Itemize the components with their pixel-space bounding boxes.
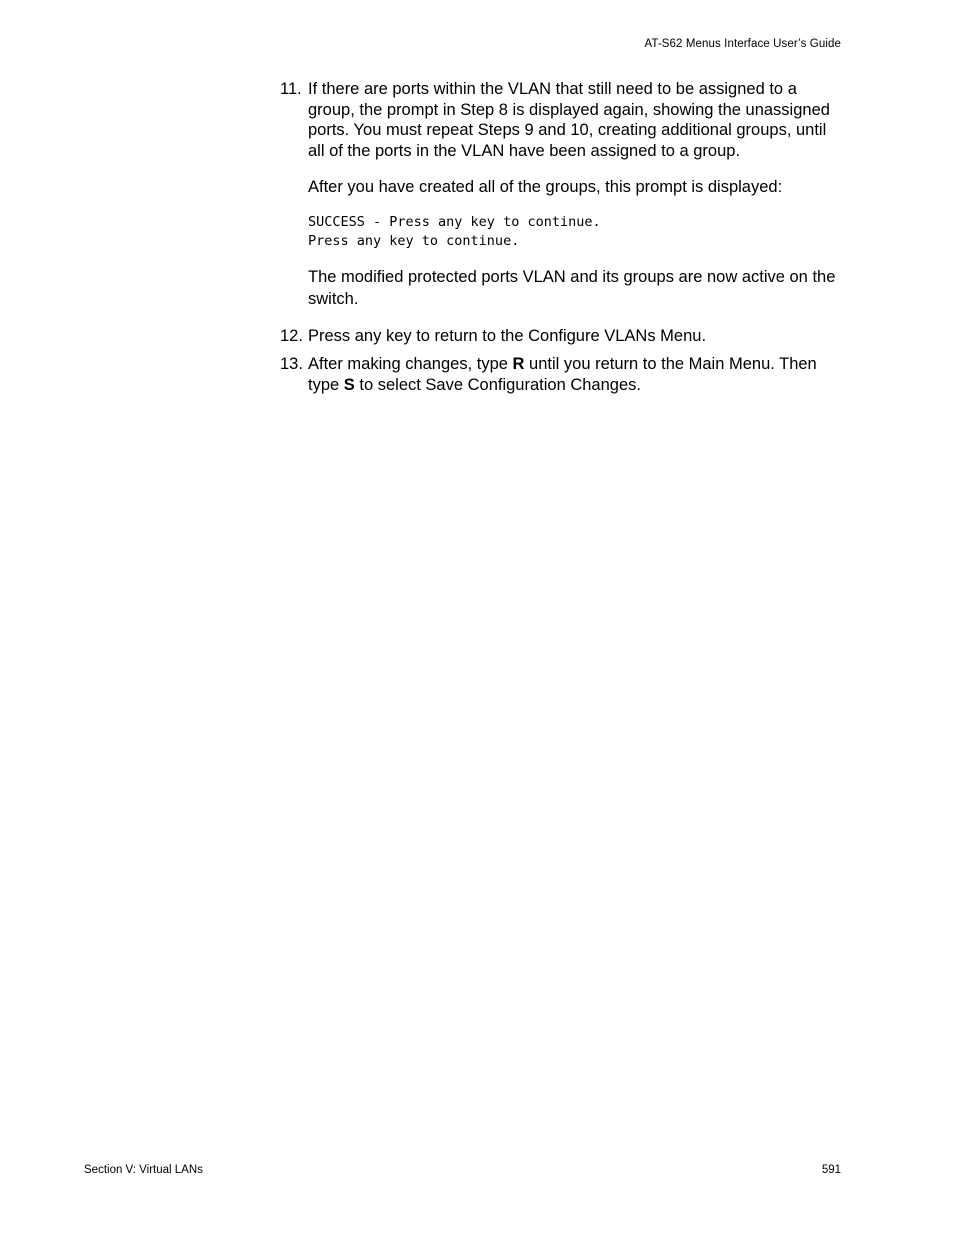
step-number: 11.: [280, 80, 302, 98]
footer-page-number: 591: [821, 1164, 841, 1176]
step-text: [308, 354, 846, 396]
step-result-text: The modified protected ports VLAN and its groups are now active on the switch.: [308, 267, 836, 308]
step-body: [308, 79, 846, 310]
code-line: SUCCESS - Press any key to continue.: [308, 213, 601, 230]
step-body: [308, 326, 846, 347]
key-r: R: [512, 355, 525, 373]
step-12: [280, 326, 846, 347]
page-content: [280, 79, 846, 396]
step-text-part: to select Save Configuration Changes.: [354, 376, 641, 394]
step-followup-text: After you have created all of the groups, this prompt is displayed:: [308, 178, 783, 196]
step-number: 12.: [280, 326, 303, 345]
footer-section-label: Section V: Virtual LANs: [84, 1164, 203, 1176]
step-11: [280, 79, 846, 310]
step-13: [280, 354, 846, 396]
code-block: [308, 213, 846, 252]
key-s: S: [343, 376, 355, 394]
running-header-guide-title: AT-S62 Menus Interface User’s Guide: [644, 38, 841, 50]
step-text-part: until you return to the Main Menu. Then type: [308, 355, 817, 394]
step-body: [308, 354, 846, 396]
step-text: Press any key to return to the Configure VLANs Menu.: [308, 326, 707, 345]
step-text-part: After making changes, type: [308, 355, 513, 373]
code-line: Press any key to continue.: [308, 233, 520, 249]
step-text: If there are ports within the VLAN that still need to be assigned to a group, the prompt in Step 8 is displayed again, showing the unassigned ports. You must repeat Steps 9 and 10, creating additional groups, until all of the ports in the VLAN have been assigned to a group.: [308, 80, 830, 160]
step-number: 13.: [280, 355, 303, 373]
